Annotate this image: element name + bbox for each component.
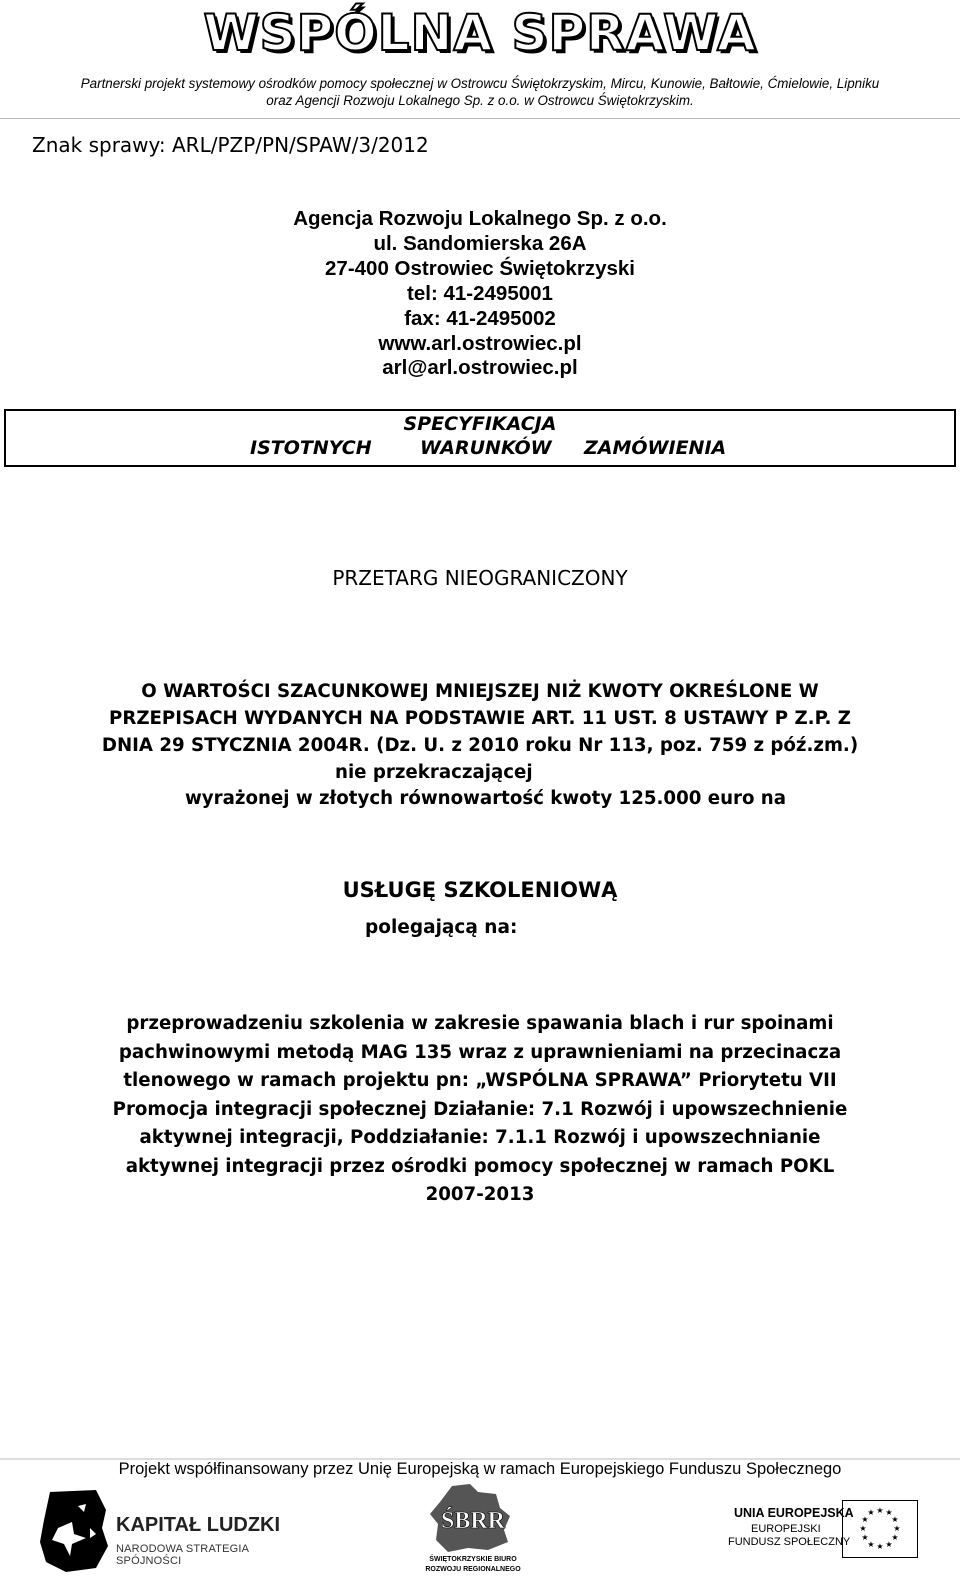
siwz-word-warunkow: WARUNKÓW xyxy=(420,437,552,459)
cofinancing-text: Projekt współfinansowany przez Unię Europejską w ramach Europejskiego Funduszu Społecznego xyxy=(118,1460,842,1478)
address-website[interactable]: www.arl.ostrowiec.pl xyxy=(378,332,582,355)
svg-text:★: ★ xyxy=(891,1533,899,1542)
kapital-ludzki-logo xyxy=(36,1488,306,1574)
header-divider xyxy=(0,118,960,119)
svg-text:★: ★ xyxy=(859,1524,867,1533)
svg-text:★: ★ xyxy=(885,1540,893,1549)
sbrr-subtitle-line2: ROZWOJU REGIONALNEGO xyxy=(425,1566,521,1573)
service-consisting: polegającą na: xyxy=(365,917,518,938)
kapital-ludzki-title: KAPITAŁ LUDZKI xyxy=(116,1514,281,1536)
svg-text:★: ★ xyxy=(867,1540,875,1549)
description-line6: aktywnej integracji przez ośrodki pomocy społecznej w ramach POKL xyxy=(125,1156,835,1177)
poland-map-icon xyxy=(36,1488,112,1574)
value-text-line4: nie przekraczającej xyxy=(335,762,533,783)
banner-subtitle-line1: Partnerski projekt systemowy ośrodków pomocy społecznej w Ostrowcu Świętokrzyskim, Mircu, Kunowie, Bałtowie, Ćmielowie, Lipniku xyxy=(80,76,880,91)
description-line2: pachwinowymi metodą MAG 135 wraz z uprawnieniami na przecinacza xyxy=(118,1042,842,1063)
procedure-title: PRZETARG NIEOGRANICZONY xyxy=(332,566,628,590)
value-text-line5: wyrażonej w złotych równowartość kwoty 125.000 euro na xyxy=(185,788,787,809)
kapital-ludzki-subtitle: NARODOWA STRATEGIA SPÓJNOŚCI xyxy=(116,1543,249,1567)
value-text-line2: PRZEPISACH WYDANYCH NA PODSTAWIE ART. 11 UST. 8 USTAWY P Z.P. Z xyxy=(108,708,851,729)
address-email[interactable]: arl@arl.ostrowiec.pl xyxy=(382,356,578,379)
svg-text:★: ★ xyxy=(861,1533,869,1542)
address-phone: tel: 41-2495001 xyxy=(407,282,553,305)
eu-logo-line1: UNIA EUROPEJSKA xyxy=(734,1506,854,1520)
sbrr-logo xyxy=(418,1482,528,1578)
address-name: Agencja Rozwoju Lokalnego Sp. z o.o. xyxy=(293,207,667,230)
sbrr-emblem-icon xyxy=(418,1482,528,1554)
address-fax: fax: 41-2495002 xyxy=(404,307,556,330)
description-line5: aktywnej integracji, Poddziałanie: 7.1.1 Rozwój i upowszechnianie xyxy=(139,1127,821,1148)
svg-text:★: ★ xyxy=(867,1508,875,1517)
eu-stars-icon xyxy=(843,1501,917,1557)
siwz-word-istotnych: ISTOTNYCH xyxy=(250,437,372,459)
svg-text:★: ★ xyxy=(876,1506,884,1515)
eu-logo xyxy=(726,1500,926,1560)
eu-flag-icon xyxy=(842,1500,918,1558)
sbrr-subtitle-line1: ŚWIĘTOKRZYSKIE BIURO xyxy=(429,1556,517,1563)
banner-subtitle-line2: oraz Agencji Rozwoju Lokalnego Sp. z o.o. w Ostrowcu Świętokrzyskim. xyxy=(266,93,694,108)
case-number: Znak sprawy: ARL/PZP/PN/SPAW/3/2012 xyxy=(32,133,429,157)
banner-title: WSPÓLNA SPRAWA xyxy=(203,4,757,62)
eu-logo-line3: FUNDUSZ SPOŁECZNY xyxy=(728,1536,851,1548)
value-text-line3: DNIA 29 STYCZNIA 2004R. (Dz. U. z 2010 roku Nr 113, poz. 759 z póź.zm.) xyxy=(101,735,859,756)
eu-logo-line2: EUROPEJSKI xyxy=(751,1523,821,1535)
description-line7: 2007-2013 xyxy=(425,1184,535,1205)
svg-text:★: ★ xyxy=(876,1542,884,1551)
address-city: 27-400 Ostrowiec Świętokrzyski xyxy=(325,257,635,280)
address-street: ul. Sandomierska 26A xyxy=(373,232,587,255)
svg-text:★: ★ xyxy=(861,1515,869,1524)
description-line4: Promocja integracji społecznej Działanie: 7.1 Rozwój i upowszechnienie xyxy=(112,1099,848,1120)
value-text-line1: O WARTOŚCI SZACUNKOWEJ MNIEJSZEJ NIŻ KWOTY OKREŚLONE W xyxy=(141,681,819,702)
siwz-word-zamowienia: ZAMÓWIENIA xyxy=(584,437,727,459)
svg-text:★: ★ xyxy=(893,1524,901,1533)
sbrr-title: ŚBRR xyxy=(440,1508,506,1534)
svg-text:★: ★ xyxy=(891,1515,899,1524)
description-line3: tlenowego w ramach projektu pn: „WSPÓLNA SPRAWA” Priorytetu VII xyxy=(123,1070,837,1091)
siwz-title-line1: SPECYFIKACJA xyxy=(403,413,557,435)
description-line1: przeprowadzeniu szkolenia w zakresie spawania blach i rur spoinami xyxy=(126,1013,834,1034)
svg-text:★: ★ xyxy=(885,1508,893,1517)
service-title: USŁUGĘ SZKOLENIOWĄ xyxy=(342,878,618,902)
